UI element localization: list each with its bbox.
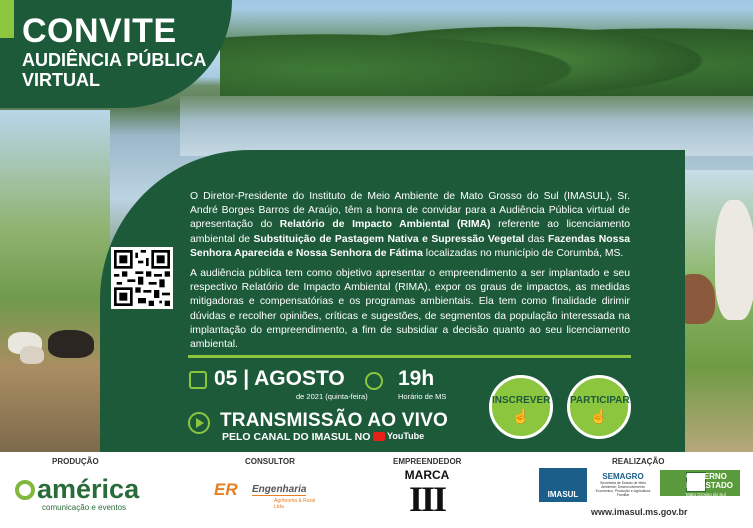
divider — [188, 355, 631, 358]
live-broadcast-title: TRANSMISSÃO AO VIVO — [220, 410, 448, 431]
website-url[interactable]: www.imasul.ms.gov.br — [591, 507, 688, 517]
america-logo: américa — [15, 474, 139, 505]
hand-pointer-icon: ☝ — [512, 408, 530, 424]
invitation-text — [190, 190, 630, 358]
channel-text: PELO CANAL DO IMASUL NO — [222, 431, 371, 443]
consultor-label: CONSULTOR — [245, 457, 295, 466]
inscrever-label: INSCREVER — [492, 395, 551, 406]
calendar-icon — [189, 371, 207, 389]
marca-logo-text: MARCA — [404, 468, 450, 482]
semagro-logo: SEMAGRO Secretaria de Estado de Meio Ambiente, Desenvolvimento Econômico, Produção e Agricultura Familiar — [595, 472, 651, 497]
left-pasture-photo — [0, 110, 110, 452]
governo-ms-logo: GOVERNO DO ESTADO Mato Grosso do Sul — [660, 470, 740, 496]
marca-iii-logo: III — [408, 479, 446, 519]
event-date: 05 | AGOSTO — [214, 367, 345, 390]
producao-label: PRODUÇÃO — [52, 457, 99, 466]
play-icon — [188, 412, 210, 434]
event-time: 19h — [398, 367, 435, 390]
event-time-sub: Horário de MS — [398, 392, 447, 401]
tree-line — [220, 8, 753, 96]
title-virtual: VIRTUAL — [22, 70, 100, 90]
realizacao-label: REALIZAÇÃO — [612, 457, 665, 466]
er-engenharia-logo: ER Engenharia Agrônoma & Rural Ltda — [214, 480, 316, 510]
youtube-link[interactable] — [373, 431, 424, 441]
america-circle-icon — [15, 480, 35, 500]
river-reflection — [180, 96, 753, 156]
title-convite: CONVITE — [22, 12, 177, 50]
paragraph-2: A audiência pública tem como objetivo apresentar o empreendimento a ser implantado e seu respectivo Relatório de Impacto Ambiental (RIMA), expor os graus de impactos, as medidas mitigadoras e compensatórias e os programas ambientais. Ela tem como finalidade dirimir dúvidas e recolher opiniões, críticas e sugestões, de segmentos da população interessada na implantação do empreendimento, a fim de subsidiar a decisão quanto ao seu licenciamento ambiental. — [190, 268, 630, 351]
title-audiencia: AUDIÊNCIA PÚBLICA — [22, 50, 207, 70]
event-date-sub: de 2021 (quinta-feira) — [296, 392, 368, 401]
title-accent-bar — [0, 0, 14, 38]
participar-button[interactable] — [567, 375, 631, 439]
empreendedor-label: EMPREENDEDOR — [393, 457, 462, 466]
qr-code-icon — [114, 250, 170, 306]
clock-icon — [365, 372, 383, 390]
youtube-icon — [373, 432, 385, 441]
paragraph-1: O Diretor-Presidente do Instituto de Meio Ambiente de Mato Grosso do Sul (IMASUL), Sr. André Borges Barros de Araújo, têm a honra de convidar para a Audiência Pública virtual de apresentação do Relatório de Impacto Ambiental (RIMA) referente ao licenciamento ambiental de Substituição de Pastagem Nativa e Supressão Vegetal das Fazendas Nossa Senhora Aparecida e Nossa Senhora de Fátima localizadas no município de Corumbá, MS. — [190, 191, 630, 259]
imasul-logo: IMASUL — [539, 468, 587, 502]
inscrever-button[interactable] — [489, 375, 553, 439]
qr-code[interactable] — [111, 247, 173, 309]
hand-pointer-icon: ☝ — [590, 408, 608, 424]
youtube-label: YouTube — [387, 431, 425, 441]
participar-label: PARTICIPAR — [570, 395, 630, 406]
america-subtitle: comunicação e eventos — [42, 503, 127, 512]
